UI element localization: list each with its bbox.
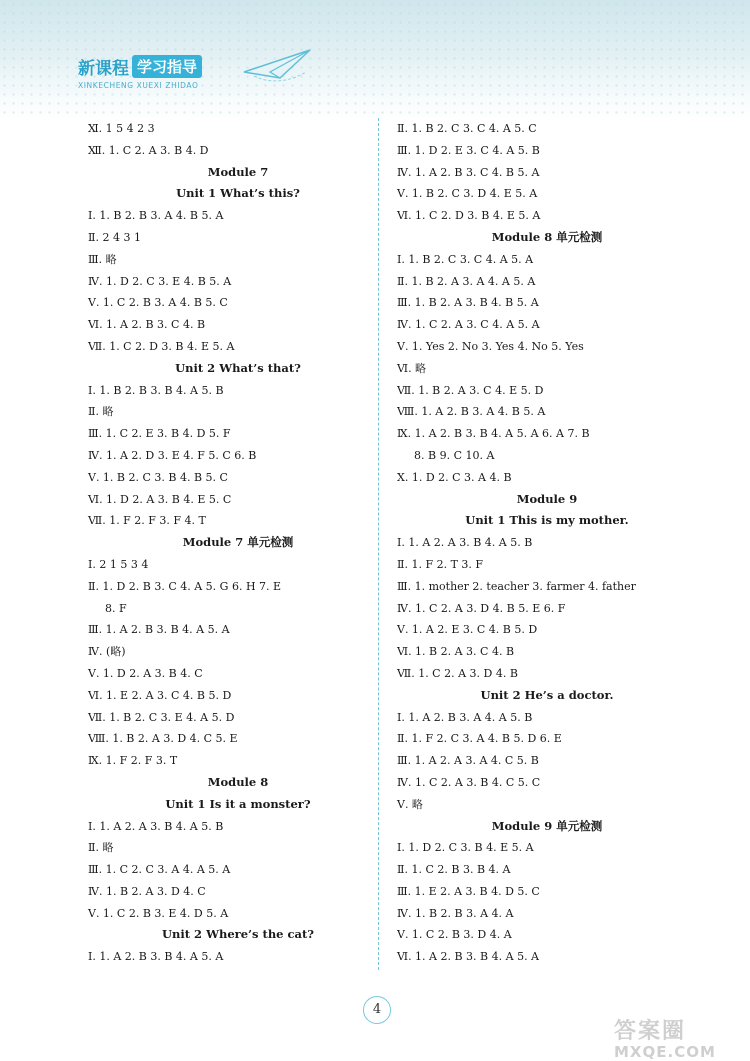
answer-line: Ⅲ. 1. C 2. E 3. B 4. D 5. F <box>88 427 231 441</box>
answer-line: Ⅵ. 1. A 2. B 3. C 4. B <box>88 318 206 332</box>
answer-line: Ⅱ. 略 <box>88 841 114 855</box>
paper-plane-icon <box>240 42 320 86</box>
section-heading: Unit 2 Where’s the cat? <box>161 927 315 942</box>
answer-line: Ⅰ. 1. A 2. B 3. B 4. A 5. A <box>88 950 224 964</box>
answer-line: Ⅴ. 1. C 2. B 3. D 4. A <box>397 928 512 942</box>
section-heading: Module 7 <box>207 164 269 179</box>
answer-line: Ⅱ. 略 <box>88 405 114 419</box>
answer-line: Ⅱ. 2 4 3 1 <box>88 230 141 244</box>
answer-line: Ⅶ. 1. C 2. A 3. D 4. B <box>397 666 518 680</box>
answer-line: Ⅺ. 1 5 4 2 3 <box>88 122 155 135</box>
answer-line: Ⅰ. 1. B 2. B 3. A 4. B 5. A <box>88 209 224 223</box>
section-heading: Module 8 <box>207 774 269 789</box>
answer-line: Ⅱ. 1. F 2. C 3. A 4. B 5. D 6. E <box>397 732 562 746</box>
answer-line: Ⅴ. 1. B 2. C 3. D 4. E 5. A <box>397 187 538 201</box>
answer-line: Ⅴ. 1. D 2. A 3. B 4. C <box>88 666 203 680</box>
section-heading: Unit 1 This is my mother. <box>465 513 629 528</box>
answer-line: Ⅵ. 1. C 2. D 3. B 4. E 5. A <box>397 209 541 223</box>
answer-line: Ⅶ. 1. F 2. F 3. F 4. T <box>88 514 206 528</box>
answer-line: Ⅴ. 1. A 2. E 3. C 4. B 5. D <box>397 623 538 637</box>
answer-line: Ⅳ. 1. C 2. A 3. D 4. B 5. E 6. F <box>397 601 566 615</box>
answer-line: Ⅰ. 1. B 2. B 3. B 4. A 5. B <box>88 383 224 397</box>
page-number: 4 <box>363 996 391 1024</box>
answer-line: Ⅻ. 1. C 2. A 3. B 4. D <box>88 143 209 157</box>
answer-line: Ⅲ. 1. D 2. E 3. C 4. A 5. B <box>397 143 540 157</box>
section-heading: Unit 2 What’s that? <box>175 360 301 375</box>
answer-line: Ⅳ. 1. D 2. C 3. E 4. B 5. A <box>88 274 232 288</box>
answer-line: Ⅳ. 1. C 2. A 3. B 4. C 5. C <box>397 775 541 789</box>
section-heading: Module 8 单元检测 <box>491 229 603 244</box>
section-heading: Module 9 单元检测 <box>491 818 603 833</box>
answer-line: Ⅴ. 略 <box>397 797 423 811</box>
answer-line: Ⅶ. 1. B 2. C 3. E 4. A 5. D <box>88 710 235 724</box>
section-heading: Module 7 单元检测 <box>182 535 294 550</box>
answer-line: Ⅳ. 1. A 2. B 3. C 4. B 5. A <box>397 165 540 179</box>
answer-line: Ⅸ. 1. F 2. F 3. T <box>88 754 178 768</box>
logo-title: 新课程 <box>78 59 129 79</box>
answer-line: Ⅲ. 1. mother 2. teacher 3. farmer 4. father <box>397 579 636 593</box>
answer-line: Ⅰ. 2 1 5 3 4 <box>88 557 149 571</box>
section-heading: Unit 1 What’s this? <box>176 186 300 201</box>
answer-line: Ⅷ. 1. A 2. B 3. A 4. B 5. A <box>397 405 546 419</box>
answer-line: Ⅳ. 1. B 2. A 3. D 4. C <box>88 884 206 898</box>
answer-line: Ⅱ. 1. B 2. C 3. C 4. A 5. C <box>397 122 537 135</box>
logo-pinyin: XINKECHENG XUEXI ZHIDAO <box>78 81 199 90</box>
answer-line: Ⅸ. 1. A 2. B 3. B 4. A 5. A 6. A 7. B <box>397 427 590 441</box>
answer-line: Ⅹ. 1. D 2. C 3. A 4. B <box>397 470 512 484</box>
right-answer-column <box>397 118 697 968</box>
section-heading: Unit 2 He’s a doctor. <box>480 687 614 702</box>
answer-line: Ⅷ. 1. B 2. A 3. D 4. C 5. E <box>88 732 238 746</box>
answer-line: Ⅰ. 1. B 2. C 3. C 4. A 5. A <box>397 252 534 266</box>
answer-line: Ⅰ. 1. A 2. A 3. B 4. A 5. B <box>88 819 224 833</box>
watermark <box>614 1014 716 1061</box>
left-answer-column <box>88 118 388 968</box>
answer-line-continuation: 8. F <box>105 601 127 615</box>
logo-subtitle-box: 学习指导 <box>132 55 202 78</box>
answer-line: Ⅳ. 1. A 2. D 3. E 4. F 5. C 6. B <box>88 448 257 462</box>
answer-line: Ⅰ. 1. A 2. A 3. B 4. A 5. B <box>397 536 533 550</box>
answer-line: Ⅵ. 1. E 2. A 3. C 4. B 5. D <box>88 688 232 702</box>
answer-line: Ⅶ. 1. B 2. A 3. C 4. E 5. D <box>397 383 544 397</box>
answer-line-continuation: 8. B 9. C 10. A <box>414 448 495 462</box>
answer-line: Ⅳ. 1. B 2. B 3. A 4. A <box>397 906 514 920</box>
answer-line: Ⅵ. 略 <box>397 361 427 375</box>
answer-line: Ⅲ. 1. B 2. A 3. B 4. B 5. A <box>397 296 539 310</box>
section-heading: Module 9 <box>516 491 578 506</box>
answer-line: Ⅱ. 1. B 2. A 3. A 4. A 5. A <box>397 274 536 288</box>
answer-line: Ⅳ. (略) <box>88 645 126 659</box>
answer-line: Ⅵ. 1. D 2. A 3. B 4. E 5. C <box>88 492 232 506</box>
answer-line: Ⅲ. 1. A 2. B 3. B 4. A 5. A <box>88 623 230 637</box>
answer-line: Ⅵ. 1. A 2. B 3. B 4. A 5. A <box>397 950 540 964</box>
section-heading: Unit 1 Is it a monster? <box>165 796 311 811</box>
answer-line: Ⅴ. 1. C 2. B 3. A 4. B 5. C <box>88 296 228 310</box>
answer-line: Ⅴ. 1. C 2. B 3. E 4. D 5. A <box>88 906 229 920</box>
answer-line: Ⅱ. 1. F 2. T 3. F <box>397 557 484 571</box>
answer-line: Ⅲ. 1. E 2. A 3. B 4. D 5. C <box>397 884 540 898</box>
watermark-title: 答案圈 <box>614 1019 687 1044</box>
answer-line: Ⅶ. 1. C 2. D 3. B 4. E 5. A <box>88 339 235 353</box>
answer-line: Ⅲ. 1. C 2. C 3. A 4. A 5. A <box>88 863 231 877</box>
watermark-url: MXQE.COM <box>614 1043 716 1061</box>
book-logo <box>78 54 202 90</box>
answer-line: Ⅳ. 1. C 2. A 3. C 4. A 5. A <box>397 318 540 332</box>
answer-line: Ⅰ. 1. D 2. C 3. B 4. E 5. A <box>397 841 534 855</box>
answer-line: Ⅴ. 1. Yes 2. No 3. Yes 4. No 5. Yes <box>397 339 584 353</box>
answer-line: Ⅱ. 1. C 2. B 3. B 4. A <box>397 863 511 877</box>
column-divider <box>378 118 379 970</box>
answer-line: Ⅰ. 1. A 2. B 3. A 4. A 5. B <box>397 710 533 724</box>
answer-line: Ⅵ. 1. B 2. A 3. C 4. B <box>397 645 515 659</box>
answer-line: Ⅲ. 略 <box>88 252 117 266</box>
answer-line: Ⅲ. 1. A 2. A 3. A 4. C 5. B <box>397 754 539 768</box>
answer-line: Ⅴ. 1. B 2. C 3. B 4. B 5. C <box>88 470 228 484</box>
answer-line: Ⅱ. 1. D 2. B 3. C 4. A 5. G 6. H 7. E <box>88 579 282 593</box>
